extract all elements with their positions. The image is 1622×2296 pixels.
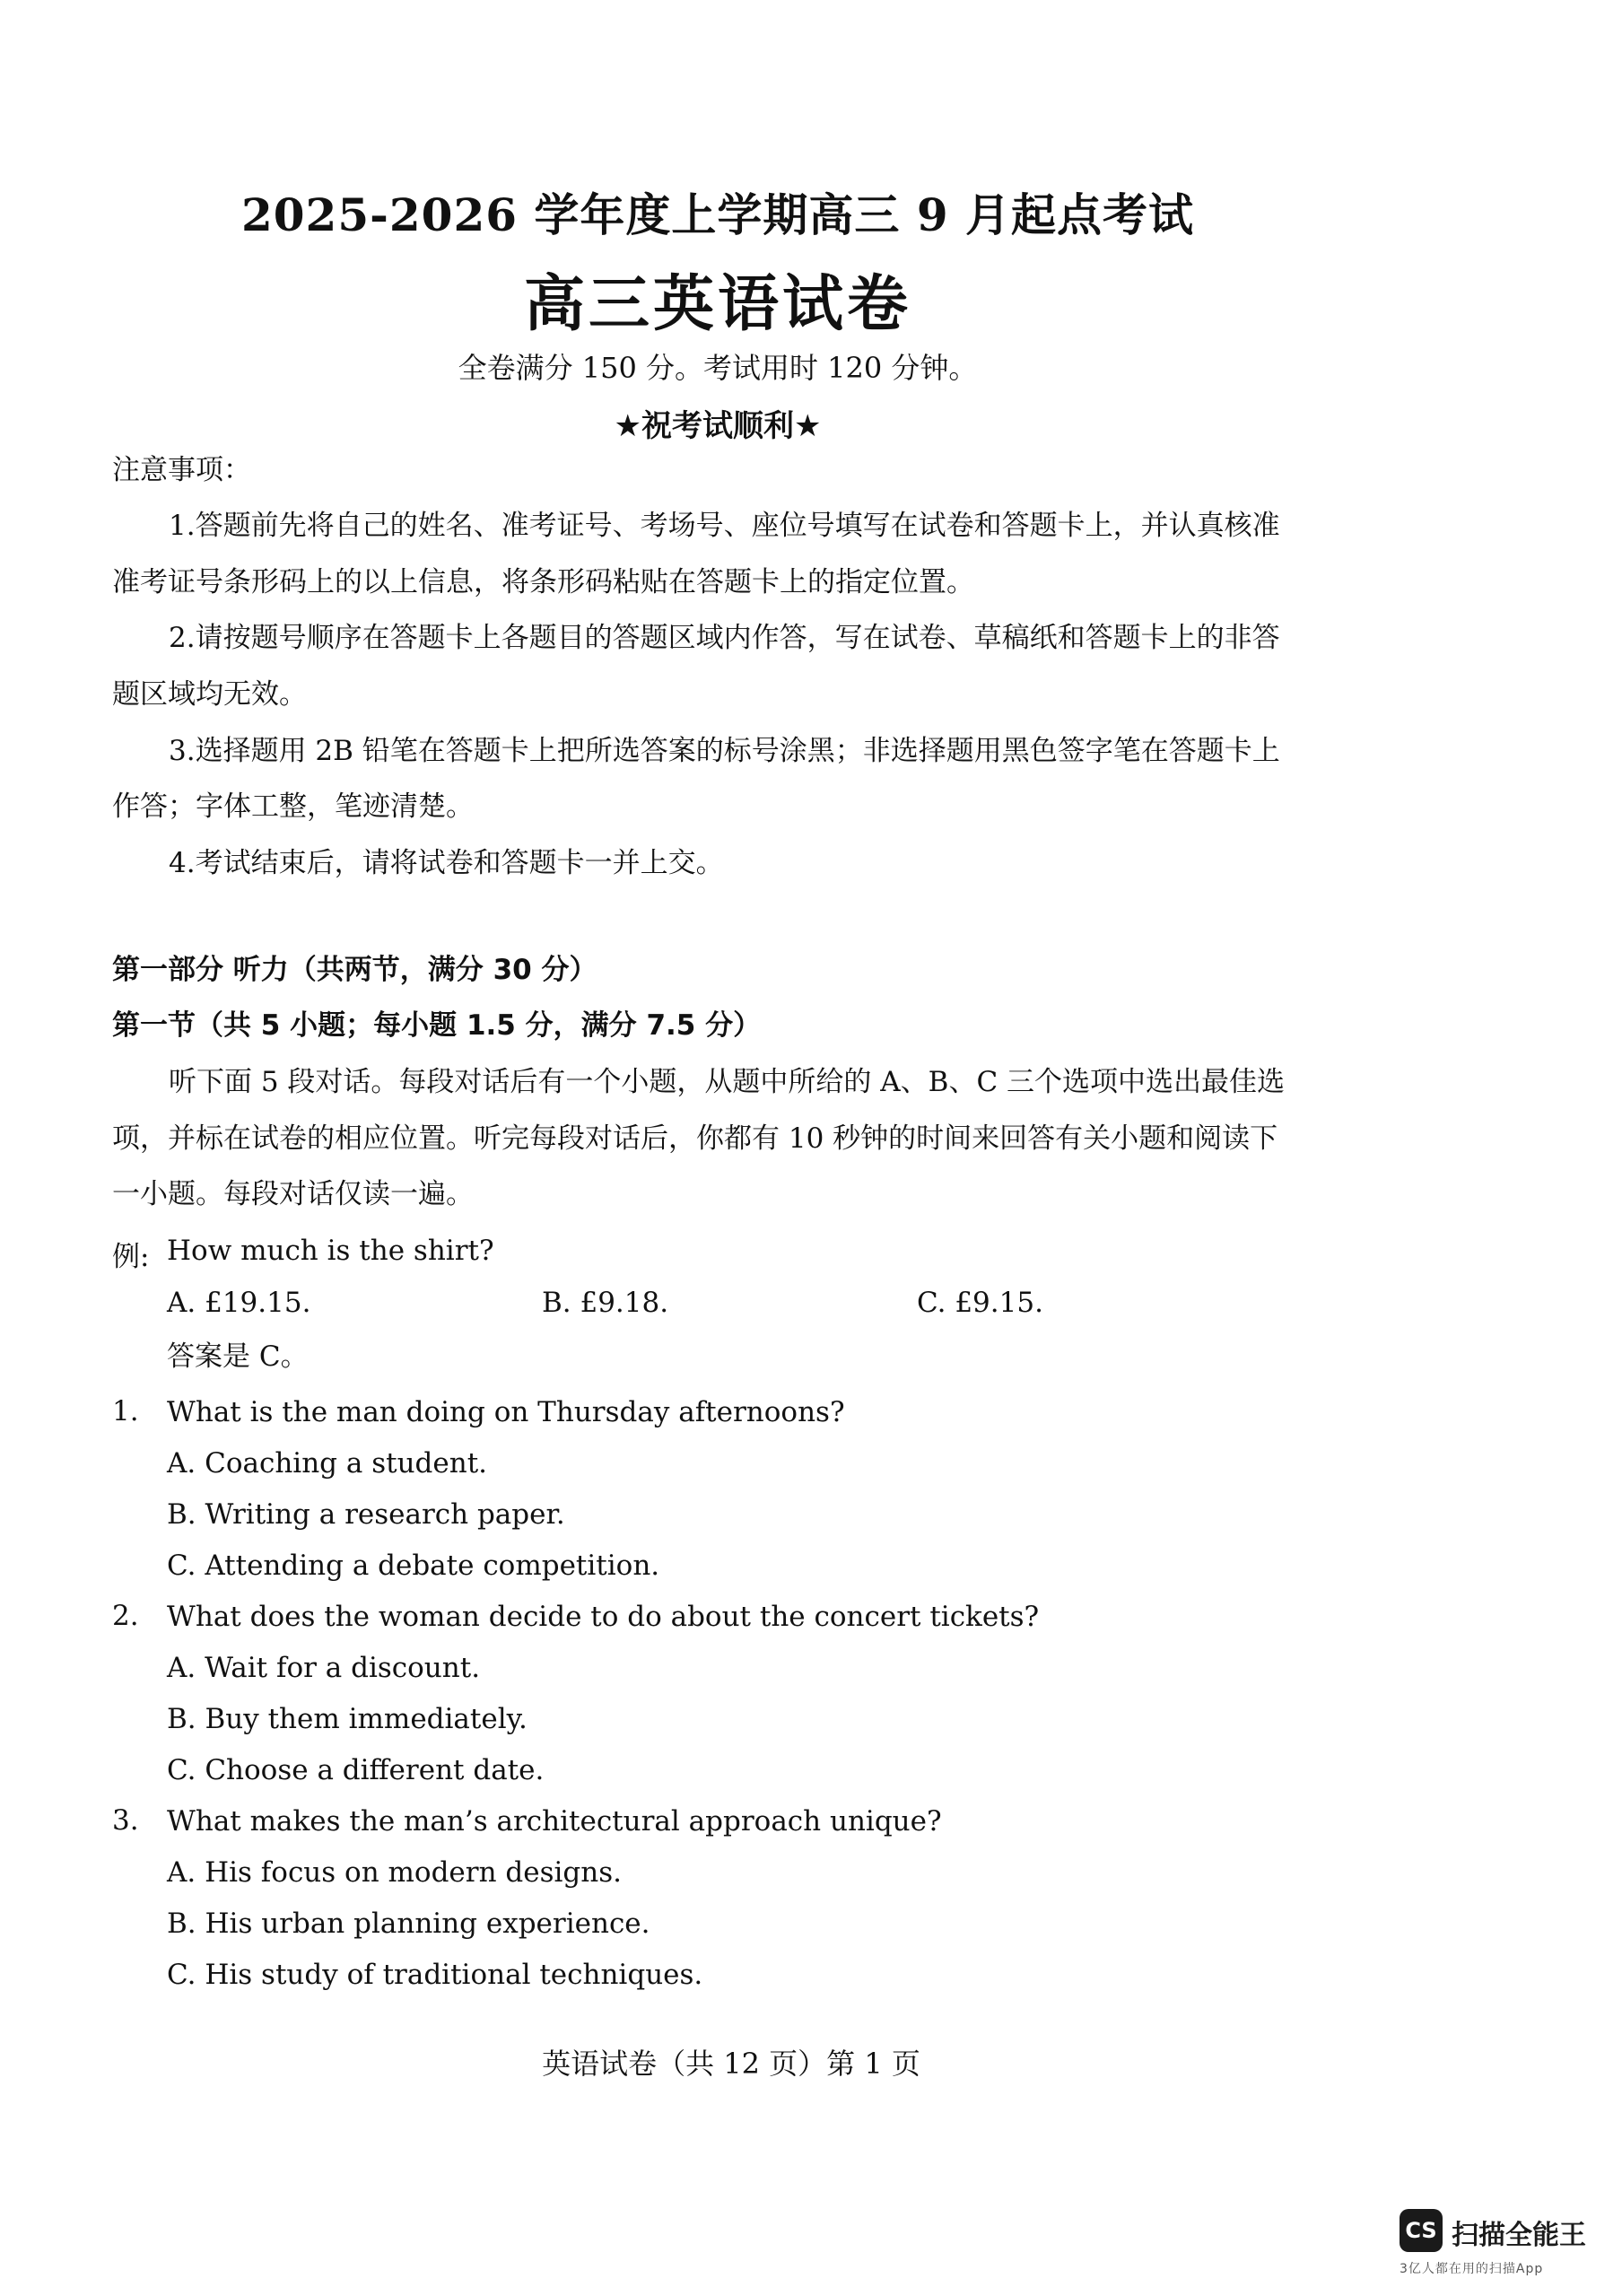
note-item-4: 4.考试结束后，请将试卷和答题卡一并上交。 <box>169 847 724 879</box>
score-info: 全卷满分 150 分。考试用时 120 分钟。 <box>458 351 978 385</box>
question-text: What makes the man’s architectural approach unique? <box>167 1805 942 1838</box>
subject-title: 高三英语试卷 <box>523 268 911 340</box>
question-text: What does the woman decide to do about the concert tickets? <box>167 1601 1040 1633</box>
note-item-2-line-2: 题区域均无效。 <box>112 678 307 711</box>
note-item-1-line-1: 1.答题前先将自己的姓名、准考证号、考场号、座位号填写在试卷和答题卡上，并认真核准 <box>169 510 1280 542</box>
note-item-3-line-1: 3.选择题用 2B 铅笔在答题卡上把所选答案的标号涂黑；非选择题用黑色签字笔在答题卡上 <box>169 735 1280 767</box>
example-question: How much is the shirt? <box>167 1235 494 1267</box>
question-option: B. His urban planning experience. <box>167 1908 650 1940</box>
instructions-line-3: 一小题。每段对话仅读一遍。 <box>112 1178 474 1210</box>
example-option-c: C. £9.15. <box>917 1287 1043 1319</box>
scanner-watermark <box>1400 2209 1606 2281</box>
watermark-tagline: 3亿人都在用的扫描App <box>1400 2262 1544 2276</box>
question-option: C. Attending a debate competition. <box>167 1550 660 1582</box>
question-option: B. Writing a research paper. <box>167 1498 565 1531</box>
page-footer: 英语试卷（共 12 页）第 1 页 <box>542 2047 920 2081</box>
question-option: A. Wait for a discount. <box>167 1652 481 1684</box>
example-answer: 答案是 C。 <box>167 1340 309 1373</box>
instructions-line-2: 项，并标在试卷的相应位置。听完每段对话后，你都有 10 秒钟的时间来回答有关小题和阅读下 <box>112 1122 1278 1155</box>
exam-title: 2025-2026 学年度上学期高三 9 月起点考试 <box>240 188 1195 241</box>
good-luck-wish: ★祝考试顺利★ <box>614 408 822 444</box>
cs-logo-icon: CS <box>1400 2209 1443 2252</box>
watermark-app-name: 扫描全能王 <box>1452 2220 1586 2251</box>
question-option: C. His study of traditional techniques. <box>167 1959 703 1991</box>
part1-heading: 第一部分 听力（共两节，满分 30 分） <box>112 954 597 986</box>
question-text: What is the man doing on Thursday afternoons? <box>167 1396 845 1428</box>
question-number: 2. <box>112 1600 139 1632</box>
question-option: A. Coaching a student. <box>167 1447 487 1480</box>
instructions-line-1: 听下面 5 段对话。每段对话后有一个小题，从题中所给的 A、B、C 三个选项中选出最佳选 <box>169 1066 1286 1098</box>
example-label: 例: <box>112 1241 150 1273</box>
example-option-a: A. £19.15. <box>167 1287 311 1319</box>
notes-heading: 注意事项： <box>112 454 251 486</box>
question-option: B. Buy them immediately. <box>167 1703 528 1735</box>
question-number: 1. <box>112 1395 139 1427</box>
example-option-b: B. £9.18. <box>542 1287 669 1319</box>
note-item-1-line-2: 准考证号条形码上的以上信息，将条形码粘贴在答题卡上的指定位置。 <box>112 566 974 598</box>
note-item-2-line-1: 2.请按题号顺序在答题卡上各题目的答题区域内作答，写在试卷、草稿纸和答题卡上的非答 <box>169 622 1280 654</box>
question-number: 3. <box>112 1804 139 1837</box>
section1-heading: 第一节（共 5 小题；每小题 1.5 分，满分 7.5 分） <box>112 1009 762 1042</box>
note-item-3-line-2: 作答；字体工整，笔迹清楚。 <box>112 790 474 823</box>
question-option: A. His focus on modern designs. <box>167 1856 622 1889</box>
question-option: C. Choose a different date. <box>167 1754 545 1786</box>
